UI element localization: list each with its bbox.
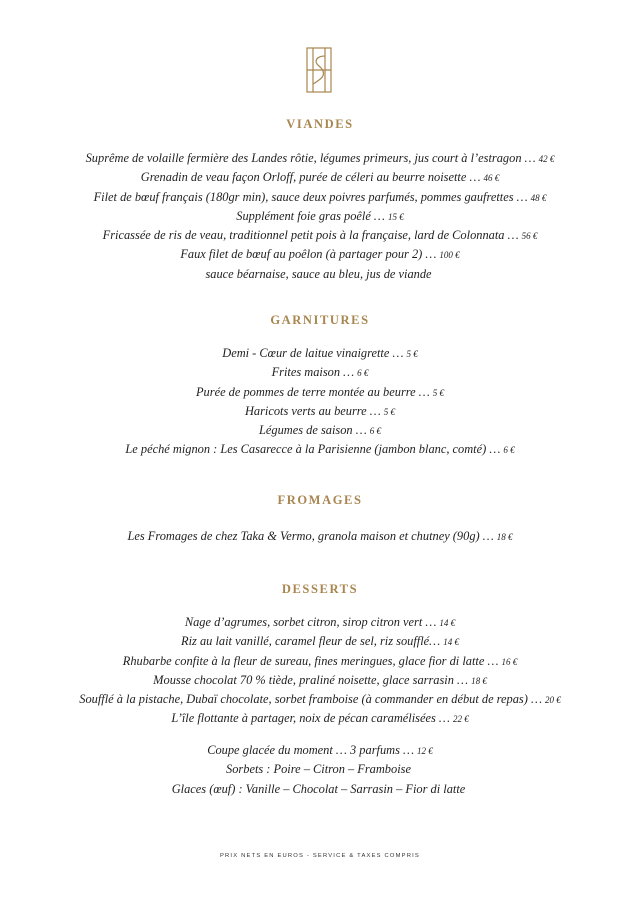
section-title-desserts: DESSERTS xyxy=(281,582,359,596)
dish-name: Haricots verts au beurre … xyxy=(244,403,381,418)
dish-name: Suprême de volaille fermière des Landes rôtie, légumes primeurs, jus court à l’estragon … xyxy=(85,151,536,165)
dish-name: Les Fromages de chez Taka & Vermo, granola maison et chutney (90g) … xyxy=(127,529,494,543)
dish-price: 22 € xyxy=(452,714,469,725)
garnitures-list xyxy=(0,344,640,460)
list-item xyxy=(0,690,640,709)
list-item xyxy=(0,149,640,168)
dish-name: L’île flottante à partager, noix de pécan caramélisées … xyxy=(171,711,450,726)
fromages-list xyxy=(0,527,640,546)
list-item xyxy=(0,226,640,245)
list-item xyxy=(0,168,640,187)
dish-name: Purée de pommes de terre montée au beurre … xyxy=(195,384,430,399)
list-item xyxy=(0,671,640,690)
dish-price: 12 € xyxy=(417,746,433,756)
list-item xyxy=(0,527,640,546)
list-item xyxy=(0,344,640,363)
dish-price: 16 € xyxy=(501,656,518,667)
list-item xyxy=(0,613,640,632)
dish-name: Le péché mignon : Les Casarecce à la Parisienne (jambon blanc, comté) … xyxy=(125,442,501,457)
list-item xyxy=(0,207,640,226)
list-item xyxy=(0,632,640,651)
dish-price: 56 € xyxy=(521,231,538,242)
dish-price: 15 € xyxy=(387,211,404,222)
section-title-fromages: FROMAGES xyxy=(277,493,363,507)
footer-note: PRIX NETS EN EUROS - SERVICE & TAXES COMPRIS xyxy=(219,853,420,859)
dish-name: Coupe glacée du moment … 3 parfums … xyxy=(207,743,415,757)
dish-name: Frites maison … xyxy=(271,365,355,380)
list-item xyxy=(0,741,640,760)
dish-price: 18 € xyxy=(496,532,513,542)
list-item xyxy=(0,709,640,728)
dish-name: Soufflé à la pistache, Dubaï chocolate, sorbet framboise (à commander en début de repas) … xyxy=(79,692,542,707)
list-item xyxy=(0,402,640,421)
dish-price: 14 € xyxy=(443,637,459,648)
dish-price: 6 € xyxy=(369,426,381,437)
desserts-list xyxy=(0,613,640,729)
dish-price: 5 € xyxy=(383,406,396,417)
dish-price: 6 € xyxy=(503,445,515,456)
dish-price: 100 € xyxy=(439,250,460,261)
desserts-extras-list xyxy=(0,741,640,799)
dish-name: Nage d’agrumes, sorbet citron, sirop citron vert … xyxy=(184,615,437,629)
dish-name: Fricassée de ris de veau, traditionnel petit pois à la française, lard de Colonnata … xyxy=(102,228,519,243)
dish-name: Filet de bœuf français (180gr min), sauce deux poivres parfumés, pommes gaufrettes … xyxy=(93,189,528,204)
dish-name: Faux filet de bœuf au poêlon (à partager pour 2) … xyxy=(180,247,437,262)
list-item xyxy=(0,383,640,402)
list-item xyxy=(0,188,640,207)
dish-price: 5 € xyxy=(406,349,418,359)
dish-name: Rhubarbe confite à la fleur de sureau, fines meringues, glace fior di latte … xyxy=(122,653,499,668)
dish-name: Grenadin de veau façon Orloff, purée de céleri au beurre noisette … xyxy=(140,170,481,185)
dish-name: Supplément foie gras poêlé … xyxy=(236,208,385,223)
list-item xyxy=(0,363,640,382)
dish-price: 18 € xyxy=(471,675,487,686)
dish-price: 5 € xyxy=(432,387,444,398)
dish-name: Légumes de saison … xyxy=(259,423,367,438)
dish-price: 46 € xyxy=(483,173,500,184)
dish-name: Sorbets : Poire – Citron – Framboise xyxy=(226,762,411,777)
list-item xyxy=(0,780,640,799)
list-item xyxy=(0,421,640,440)
list-item xyxy=(0,652,640,671)
dish-price: 48 € xyxy=(530,192,547,203)
dish-name: Glaces (œuf) : Vanille – Chocolat – Sarrasin – Fior di latte xyxy=(171,781,466,796)
list-item xyxy=(0,440,640,459)
dish-name: Mousse chocolat 70 % tiède, praliné noisette, glace sarrasin … xyxy=(153,672,469,687)
dish-price: 20 € xyxy=(545,695,561,706)
dish-price: 6 € xyxy=(357,368,369,379)
monogram-logo-icon xyxy=(306,47,332,93)
section-title-garnitures: GARNITURES xyxy=(270,313,370,327)
viandes-list xyxy=(0,149,640,284)
list-item xyxy=(0,245,640,264)
dish-name: Riz au lait vanillé, caramel fleur de sel, riz soufflé… xyxy=(181,634,441,649)
dish-price: 42 € xyxy=(538,154,555,164)
list-item xyxy=(0,265,640,284)
dish-name: sauce béarnaise, sauce au bleu, jus de viande xyxy=(205,266,432,281)
list-item xyxy=(0,760,640,779)
dish-name: Demi - Cœur de laitue vinaigrette … xyxy=(222,346,404,360)
dish-price: 14 € xyxy=(439,618,456,628)
section-title-viandes: VIANDES xyxy=(286,117,354,131)
